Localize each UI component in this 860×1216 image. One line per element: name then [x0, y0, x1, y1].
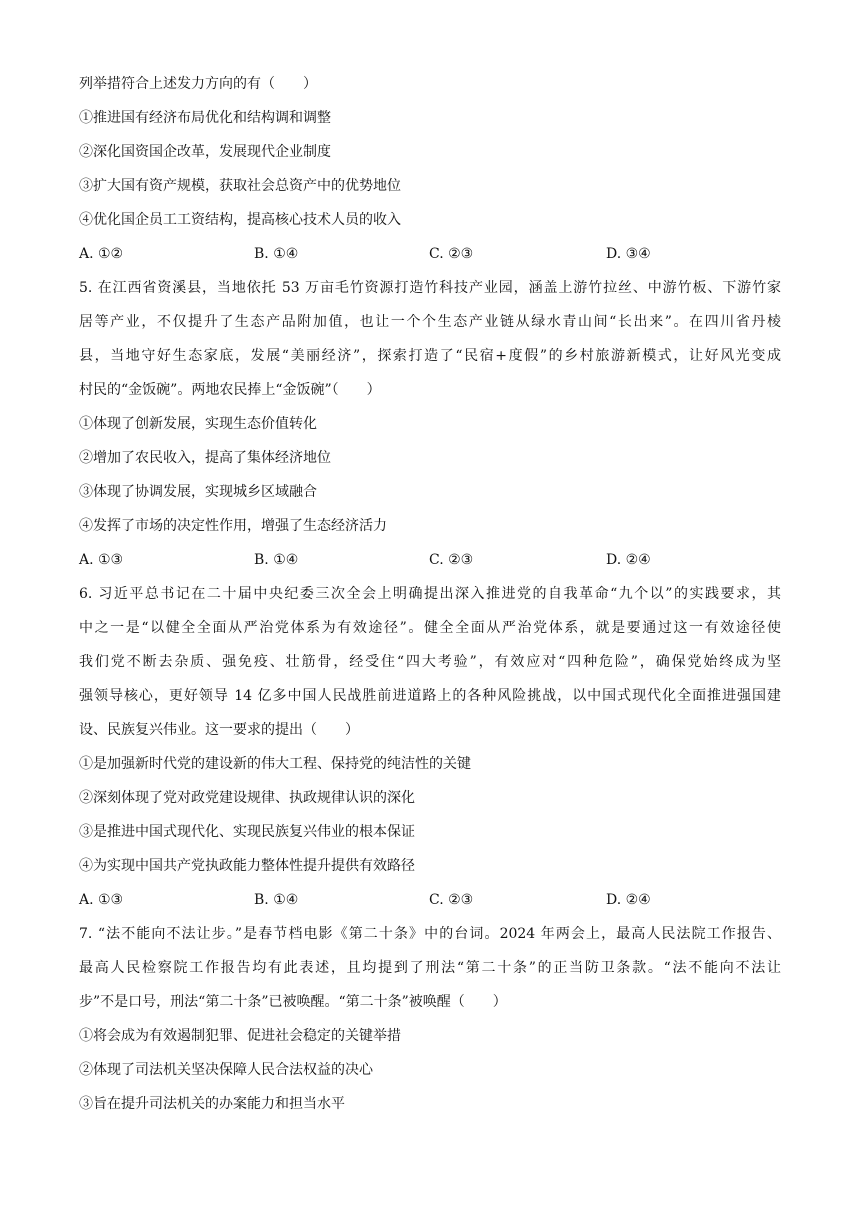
q6-option-a: A. ①③ [79, 892, 124, 908]
q4-option-d: D. ③④ [606, 246, 651, 262]
q6-stem-line-1: 6. 习近平总书记在二十届中央纪委三次全会上明确提出深入推进党的自我革命“九个以”的实践要求，其 [79, 586, 781, 602]
q6-stem-line-4: 强领导核心，更好领导 14 亿多中国人民战胜前进道路上的各种风险挑战，以中国式现代化全面推进强国建 [79, 688, 781, 704]
q7-stem-line-2: 最高人民检察院工作报告均有此表述，且均提到了刑法“第二十条”的正当防卫条款。“法不能向不法让 [79, 960, 781, 976]
q5-stem-line-4: 村民的“金饭碗”。两地农民捧上“金饭碗”（ ） [79, 382, 381, 398]
q5-option-b: B. ①④ [254, 552, 299, 568]
q6-stem-line-3: 我们党不断去杂质、强免疫、壮筋骨，经受住“四大考验”，有效应对“四种危险”，确保党始终成为坚 [79, 654, 781, 670]
q4-option-b: B. ①④ [254, 246, 299, 262]
q5-item-3: ③体现了协调发展，实现城乡区域融合 [79, 484, 317, 500]
q6-item-4: ④为实现中国共产党执政能力整体性提升提供有效路径 [79, 858, 415, 874]
q5-option-d: D. ②④ [606, 552, 651, 568]
q6-option-d: D. ②④ [606, 892, 651, 908]
q5-option-c: C. ②③ [429, 552, 474, 568]
q7-item-1: ①将会成为有效遏制犯罪、促进社会稳定的关键举措 [79, 1028, 401, 1044]
q5-stem-line-2: 居等产业，不仅提升了生态产品附加值，也让一个个生态产业链从绿水青山间“长出来”。在四川省丹棱 [79, 314, 781, 330]
q6-item-1: ①是加强新时代党的建设新的伟大工程、保持党的纯洁性的关键 [79, 756, 471, 772]
q5-item-4: ④发挥了市场的决定性作用，增强了生态经济活力 [79, 518, 387, 534]
q7-stem-line-3: 步”不是口号，刑法“第二十条”已被唤醒。“第二十条”被唤醒（ ） [79, 994, 507, 1010]
q4-item-2: ②深化国资国企改革，发展现代企业制度 [79, 144, 331, 160]
q4-option-a: A. ①② [79, 246, 124, 262]
q5-item-2: ②增加了农民收入，提高了集体经济地位 [79, 450, 331, 466]
q4-item-1: ①推进国有经济布局优化和结构调和调整 [79, 110, 331, 126]
q4-stem-end: 列举措符合上述发力方向的有（ ） [79, 76, 317, 92]
q7-stem-line-1: 7. “法不能向不法让步。”是春节档电影《第二十条》中的台词。2024 年两会上，最高人民法院工作报告、 [79, 926, 781, 942]
q6-item-3: ③是推进中国式现代化、实现民族复兴伟业的根本保证 [79, 824, 415, 840]
q5-option-a: A. ①③ [79, 552, 124, 568]
q6-option-b: B. ①④ [254, 892, 299, 908]
q7-item-3: ③旨在提升司法机关的办案能力和担当水平 [79, 1096, 345, 1112]
q6-stem-line-2: 中之一是“以健全全面从严治党体系为有效途径”。健全全面从严治党体系，就是要通过这一有效途径使 [79, 620, 781, 636]
q5-stem-line-3: 县，当地守好生态家底，发展“美丽经济”，探索打造了“民宿+度假”的乡村旅游新模式，让好风光变成 [79, 348, 781, 364]
q6-stem-line-5: 设、民族复兴伟业。这一要求的提出（ ） [79, 722, 359, 738]
q4-option-c: C. ②③ [429, 246, 474, 262]
q5-item-1: ①体现了创新发展，实现生态价值转化 [79, 416, 317, 432]
q7-item-2: ②体现了司法机关坚决保障人民合法权益的决心 [79, 1062, 373, 1078]
q4-item-3: ③扩大国有资产规模，获取社会总资产中的优势地位 [79, 178, 401, 194]
q6-option-c: C. ②③ [429, 892, 474, 908]
q5-stem-line-1: 5. 在江西省资溪县，当地依托 53 万亩毛竹资源打造竹科技产业园，涵盖上游竹拉丝、中游竹板、下游竹家 [79, 280, 781, 296]
q4-item-4: ④优化国企员工工资结构，提高核心技术人员的收入 [79, 212, 401, 228]
q6-item-2: ②深刻体现了党对政党建设规律、执政规律认识的深化 [79, 790, 415, 806]
